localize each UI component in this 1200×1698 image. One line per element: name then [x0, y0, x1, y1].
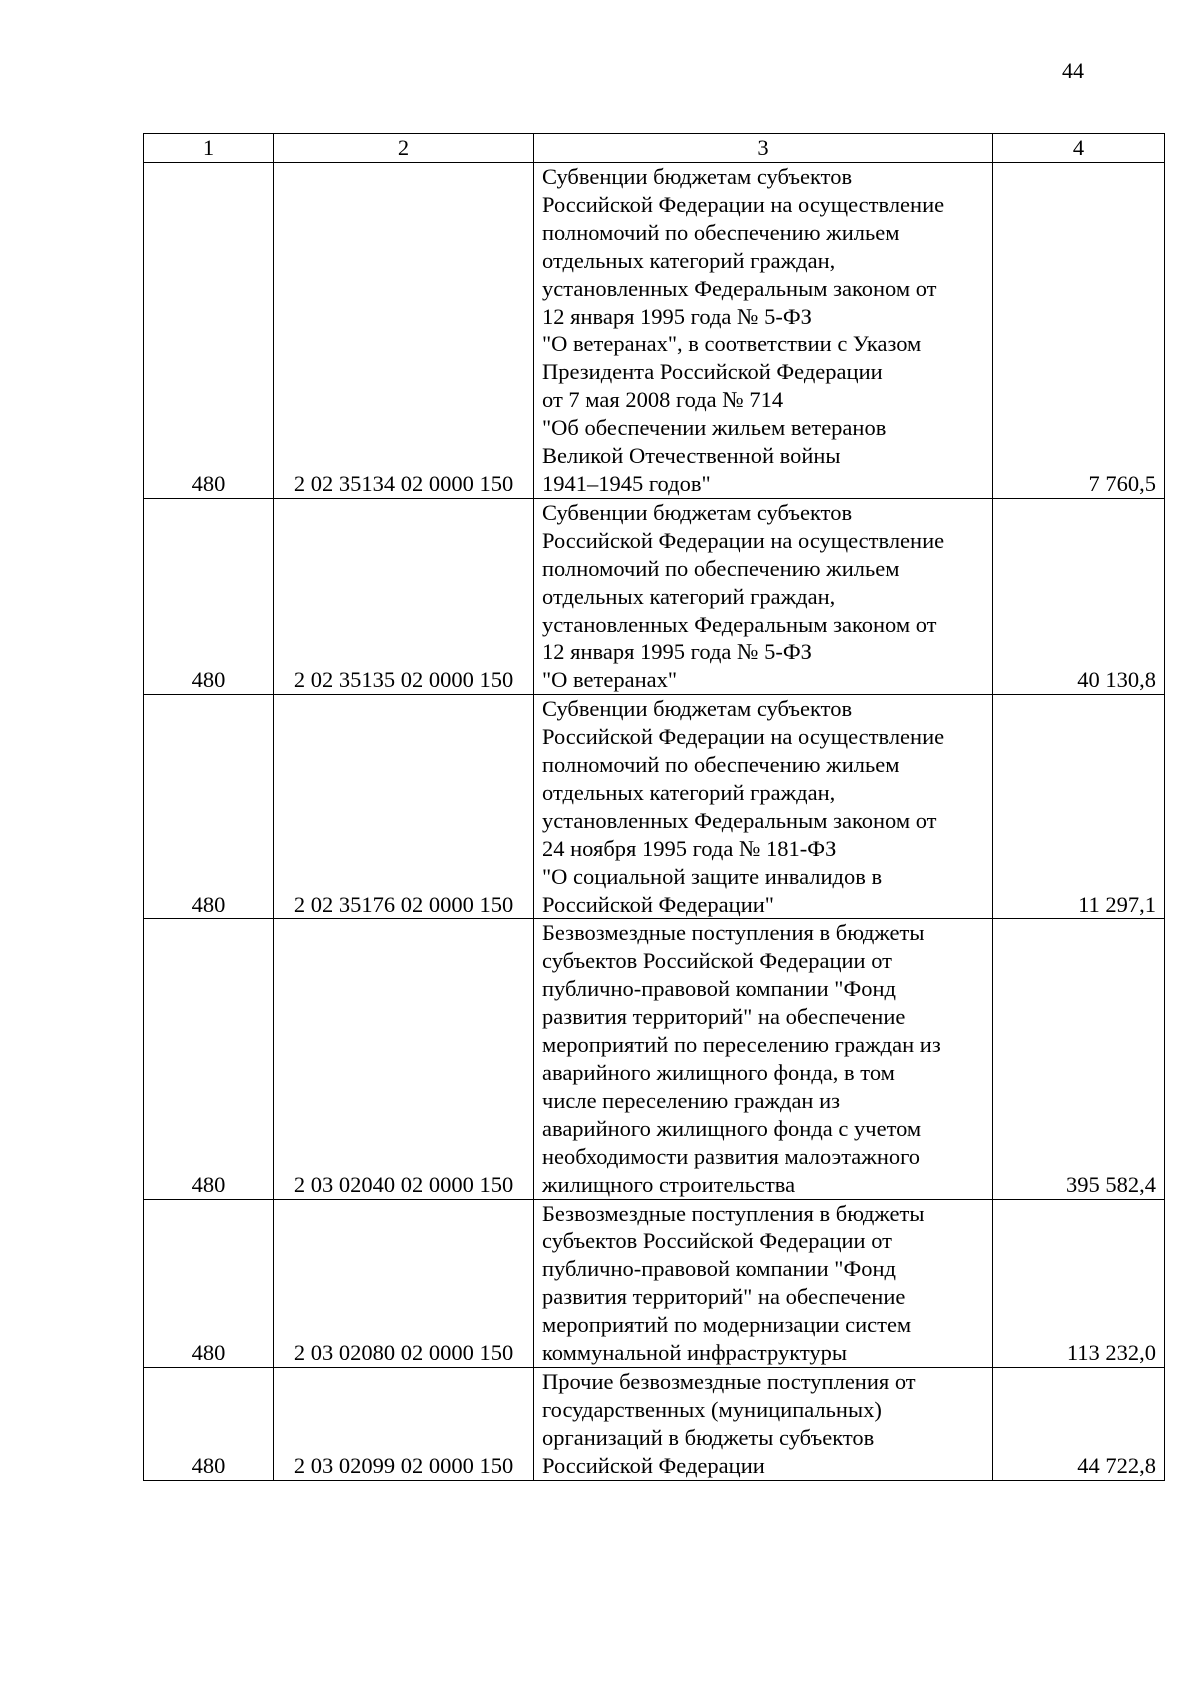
admin-code-cell: 480: [144, 498, 274, 694]
description-cell: Безвозмездные поступления в бюджеты субъектов Российской Федерации от публично-правовой компании "Фонд развития территорий" на обеспечение мероприятий по модернизации систем коммунальной инфраструктуры: [534, 1199, 993, 1367]
column-header-2: 2: [274, 134, 534, 163]
amount-cell: 40 130,8: [993, 498, 1165, 694]
column-header-4: 4: [993, 134, 1165, 163]
table-row: [144, 498, 1165, 694]
budget-code-cell: 2 02 35135 02 0000 150: [274, 498, 534, 694]
budget-code-cell: 2 03 02080 02 0000 150: [274, 1199, 534, 1367]
table-row: [144, 1367, 1165, 1480]
table-header-row: [144, 134, 1165, 163]
admin-code-cell: 480: [144, 1199, 274, 1367]
amount-cell: 44 722,8: [993, 1367, 1165, 1480]
table-row: [144, 1199, 1165, 1367]
admin-code-cell: 480: [144, 163, 274, 499]
table-row: [144, 695, 1165, 919]
admin-code-cell: 480: [144, 919, 274, 1199]
page-number: 44: [1062, 58, 1084, 83]
description-cell: Субвенции бюджетам субъектов Российской Федерации на осуществление полномочий по обеспечению жильем отдельных категорий граждан, установленных Федеральным законом от 12 января 1995 года № 5-ФЗ "О ветеранах": [534, 498, 993, 694]
amount-cell: 395 582,4: [993, 919, 1165, 1199]
amount-cell: 113 232,0: [993, 1199, 1165, 1367]
table-row: [144, 919, 1165, 1199]
description-cell: Субвенции бюджетам субъектов Российской Федерации на осуществление полномочий по обеспечению жильем отдельных категорий граждан, установленных Федеральным законом от 24 ноября 1995 года № 181-ФЗ "О социальной защите инвалидов в Российской Федерации": [534, 695, 993, 919]
table-row: [144, 163, 1165, 499]
description-cell: Прочие безвозмездные поступления от государственных (муниципальных) организаций в бюджеты субъектов Российской Федерации: [534, 1367, 993, 1480]
budget-code-cell: 2 02 35176 02 0000 150: [274, 695, 534, 919]
column-header-1: 1: [144, 134, 274, 163]
budget-code-cell: 2 02 35134 02 0000 150: [274, 163, 534, 499]
admin-code-cell: 480: [144, 695, 274, 919]
budget-table: [143, 133, 1165, 1481]
budget-code-cell: 2 03 02099 02 0000 150: [274, 1367, 534, 1480]
amount-cell: 7 760,5: [993, 163, 1165, 499]
budget-code-cell: 2 03 02040 02 0000 150: [274, 919, 534, 1199]
amount-cell: 11 297,1: [993, 695, 1165, 919]
admin-code-cell: 480: [144, 1367, 274, 1480]
description-cell: Безвозмездные поступления в бюджеты субъектов Российской Федерации от публично-правовой компании "Фонд развития территорий" на обеспечение мероприятий по переселению граждан из аварийного жилищного фонда, в том числе переселению граждан из аварийного жилищного фонда с учетом необходимости развития малоэтажного жилищного строительства: [534, 919, 993, 1199]
description-cell: Субвенции бюджетам субъектов Российской Федерации на осуществление полномочий по обеспечению жильем отдельных категорий граждан, установленных Федеральным законом от 12 января 1995 года № 5-ФЗ "О ветеранах", в соответствии с Указом Президента Российской Федерации от 7 мая 2008 года № 714 "Об обеспечении жильем ветеранов Великой Отечественной войны 1941–1945 годов": [534, 163, 993, 499]
column-header-3: 3: [534, 134, 993, 163]
